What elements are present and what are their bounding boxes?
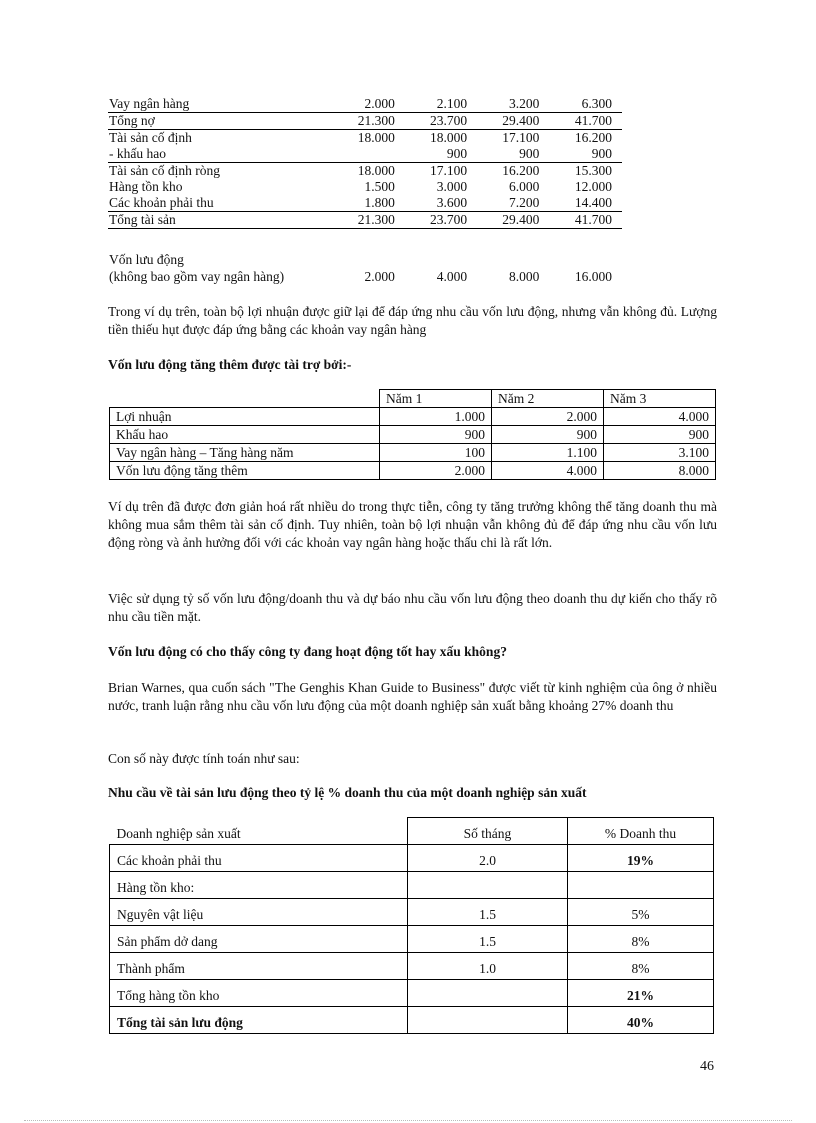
paragraph-brian-warnes: Brian Warnes, qua cuốn sách "The Genghis Khan Guide to Business" được viết từ kinh nghiệm của ông ở nhiều nước, tranh luận rằng nhu cầu vốn lưu động của một doanh nghiệp sản xuất bằng khoảng 27% doanh thu [108, 680, 717, 713]
row-label: Tổng nợ [108, 113, 348, 130]
row-label: Thành phẩm [110, 953, 408, 980]
balance-row [108, 130, 622, 147]
needs-row [110, 899, 714, 926]
funding-header-row [110, 390, 716, 408]
heading-funding: Vốn lưu động tăng thêm được tài trợ bởi:- [108, 357, 352, 372]
row-value: 1.500 [364, 179, 395, 194]
needs-row [110, 926, 714, 953]
row-label: Tổng hàng tồn kho [110, 980, 408, 1007]
row-value: 23.700 [395, 212, 467, 229]
row-label: Hàng tồn kho [109, 179, 183, 194]
row-label: Sản phẩm dở dang [110, 926, 408, 953]
row-label: Lợi nhuận [110, 408, 380, 426]
paragraph-calculation: Con số này được tính toán như sau: [108, 751, 300, 766]
row-value: 900 [446, 146, 468, 161]
row-value: 3.600 [436, 195, 468, 210]
row-value: 7.200 [509, 195, 540, 210]
row-value: 1.000 [380, 408, 492, 426]
row-value: 2.000 [380, 462, 492, 480]
row-label: Vốn lưu động tăng thêm [110, 462, 380, 480]
needs-row [110, 845, 714, 872]
heading-needs: Nhu cầu về tài sản lưu động theo tỷ lệ % doanh thu của một doanh nghiệp sản xuất [108, 785, 587, 800]
row-percent: 8% [568, 953, 714, 980]
row-value: 8.000 [604, 462, 716, 480]
row-percent: 8% [568, 926, 714, 953]
working-capital-row-1 [108, 251, 622, 268]
row-value: 4.000 [492, 462, 604, 480]
needs-header-row [110, 818, 714, 845]
balance-row [108, 195, 622, 212]
balance-row [108, 146, 622, 163]
row-months [408, 980, 568, 1007]
row-value: 16.200 [467, 163, 539, 180]
column-header: Năm 3 [604, 390, 716, 408]
row-value: 4.000 [604, 408, 716, 426]
heading-performance: Vốn lưu động có cho thấy công ty đang hoạt động tốt hay xấu không? [108, 644, 507, 659]
column-header: Doanh nghiệp sản xuất [110, 818, 408, 845]
working-capital-value: 16.000 [574, 269, 612, 284]
column-header: Năm 2 [492, 390, 604, 408]
row-value: 18.000 [395, 130, 467, 147]
funding-row [110, 444, 716, 462]
working-capital-label: Vốn lưu động [109, 252, 184, 267]
row-months [408, 1007, 568, 1034]
row-value: 900 [591, 146, 612, 161]
paragraph-simplified: Ví dụ trên đã được đơn giản hoá rất nhiều do trong thực tiễn, công ty tăng trưởng không thể tăng doanh thu mà không mua sắm thêm tài sản cố định. Tuy nhiên, toàn bộ lợi nhuận vẫn không đủ để đáp ứng nhu cầu vốn lưu động ròng và ảnh hưởng đối với các khoản vay ngân hàng hoặc thấu chi là rất lớn. [108, 499, 717, 550]
row-label: Các khoản phải thu [109, 195, 214, 210]
balance-row [108, 212, 622, 229]
working-capital-row-2 [108, 268, 622, 285]
row-label: Vay ngân hàng – Tăng hàng năm [110, 444, 380, 462]
row-label: Tổng tài sản [108, 212, 348, 229]
row-value: 6.300 [539, 96, 622, 113]
row-months: 1.0 [408, 953, 568, 980]
row-value: 3.100 [604, 444, 716, 462]
funding-table [109, 389, 716, 480]
needs-row [110, 872, 714, 899]
row-label: Hàng tồn kho: [110, 872, 408, 899]
paragraph-ratio: Việc sử dụng tỷ số vốn lưu động/doanh thu và dự báo nhu cầu vốn lưu động theo doanh thu dự kiến cho thấy rõ nhu cầu tiền mặt. [108, 591, 717, 624]
row-value: 100 [380, 444, 492, 462]
row-value: 3.200 [467, 96, 539, 113]
row-months: 1.5 [408, 899, 568, 926]
row-value: 2.000 [348, 96, 394, 113]
row-value: 1.800 [364, 195, 395, 210]
row-value: 1.100 [492, 444, 604, 462]
working-capital-value: 2.000 [364, 269, 395, 284]
row-percent: 21% [568, 980, 714, 1007]
row-percent: 40% [568, 1007, 714, 1034]
row-value: 41.700 [539, 113, 622, 130]
needs-row [110, 1007, 714, 1034]
row-value: 900 [604, 426, 716, 444]
needs-row [110, 953, 714, 980]
row-value: 2.000 [492, 408, 604, 426]
row-percent: 19% [568, 845, 714, 872]
working-capital-value: 4.000 [436, 269, 468, 284]
row-value: 15.300 [539, 163, 622, 180]
balance-row [108, 96, 622, 113]
column-header: Số tháng [408, 818, 568, 845]
row-label: Tài sản cố định ròng [108, 163, 348, 180]
page-divider [24, 1120, 792, 1121]
page-number: 46 [700, 1059, 714, 1074]
row-value: 17.100 [395, 163, 467, 180]
row-value: 17.100 [467, 130, 539, 147]
row-value: 6.000 [509, 179, 540, 194]
row-label: Tổng tài sản lưu động [110, 1007, 408, 1034]
balance-row [108, 179, 622, 195]
row-value: 29.400 [467, 212, 539, 229]
balance-row [108, 113, 622, 130]
balance-row [108, 163, 622, 180]
working-capital-value: 8.000 [509, 269, 540, 284]
row-value: 23.700 [395, 113, 467, 130]
row-months [408, 872, 568, 899]
row-percent [568, 872, 714, 899]
row-label: Tài sản cố định [108, 130, 348, 147]
balance-table [108, 96, 622, 229]
row-value: 14.400 [574, 195, 612, 210]
row-label: Khấu hao [110, 426, 380, 444]
row-value: 21.300 [348, 212, 394, 229]
row-value: 12.000 [574, 179, 612, 194]
needs-row [110, 980, 714, 1007]
row-value: 16.200 [539, 130, 622, 147]
row-value: 3.000 [436, 179, 468, 194]
row-label: Nguyên vật liệu [110, 899, 408, 926]
column-header: Năm 1 [380, 390, 492, 408]
funding-row [110, 462, 716, 480]
row-value [348, 146, 394, 163]
row-value: 41.700 [539, 212, 622, 229]
working-capital-table [108, 251, 622, 285]
row-value: 21.300 [348, 113, 394, 130]
row-value: 2.100 [395, 96, 467, 113]
row-label: - khấu hao [109, 146, 166, 161]
funding-row [110, 426, 716, 444]
row-months: 1.5 [408, 926, 568, 953]
row-value: 29.400 [467, 113, 539, 130]
row-months: 2.0 [408, 845, 568, 872]
row-percent: 5% [568, 899, 714, 926]
needs-table [109, 817, 714, 1034]
column-header: % Doanh thu [568, 818, 714, 845]
working-capital-note: (không bao gồm vay ngân hàng) [109, 269, 285, 284]
row-value: 900 [519, 146, 540, 161]
row-label: Vay ngân hàng [108, 96, 348, 113]
row-value: 900 [380, 426, 492, 444]
row-value: 18.000 [348, 163, 394, 180]
row-label: Các khoản phải thu [110, 845, 408, 872]
paragraph-shortfall: Trong ví dụ trên, toàn bộ lợi nhuận được giữ lại để đáp ứng nhu cầu vốn lưu động, nhưng vẫn không đủ. Lượng tiền thiếu hụt được đáp ứng bằng các khoản vay ngân hàng [108, 304, 717, 337]
row-value: 18.000 [348, 130, 394, 147]
funding-row [110, 408, 716, 426]
row-value: 900 [492, 426, 604, 444]
